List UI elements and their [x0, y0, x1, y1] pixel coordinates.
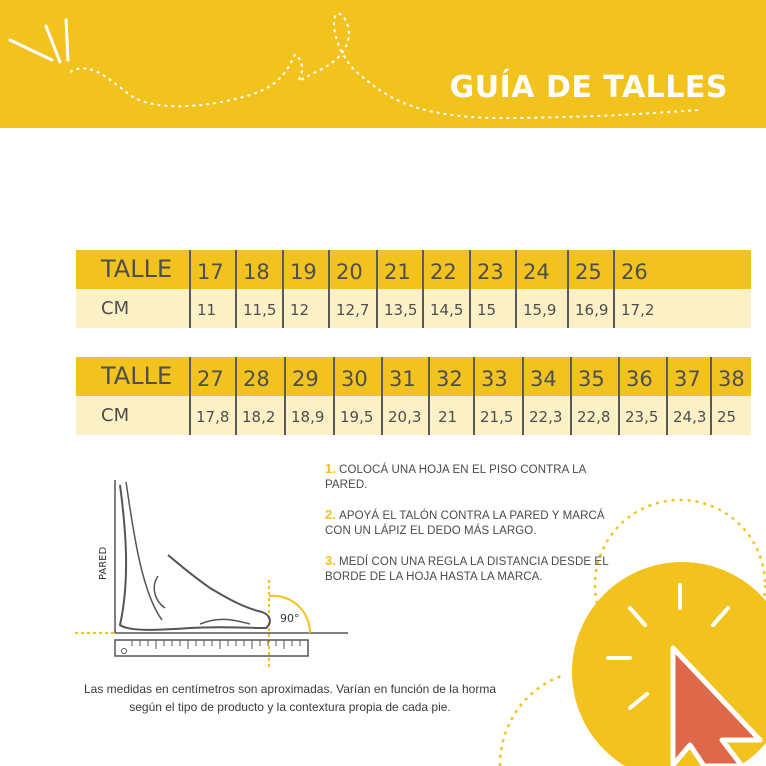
size-cell: 24 [515, 250, 550, 289]
row-label-talle: TALLE [101, 255, 173, 283]
size-cell: 28 [235, 357, 270, 396]
size-cell: 34 [522, 357, 557, 396]
size-cell: 32 [428, 357, 463, 396]
wall-label: PARED [98, 546, 109, 580]
cm-cell: 24,3 [666, 396, 706, 435]
size-cell: 21 [376, 250, 411, 289]
talle-row [76, 250, 751, 289]
cm-cell: 12 [282, 289, 309, 328]
cm-cell: 19,5 [333, 396, 373, 435]
cm-cell: 14,5 [422, 289, 463, 328]
size-cell: 35 [570, 357, 605, 396]
cm-cell: 22,8 [570, 396, 610, 435]
cm-cell: 20,3 [381, 396, 421, 435]
size-cell: 23 [469, 250, 504, 289]
size-cell: 33 [473, 357, 508, 396]
size-cell: 22 [422, 250, 457, 289]
size-cell: 20 [328, 250, 363, 289]
step-number: 1. [325, 461, 337, 476]
cm-cell: 17,8 [189, 396, 229, 435]
cm-cell: 15,9 [515, 289, 556, 328]
foot-outline [120, 485, 270, 630]
step-number: 2. [325, 507, 337, 522]
decorative-doodle [0, 0, 766, 128]
size-cell: 17 [189, 250, 224, 289]
cm-cell: 15 [469, 289, 496, 328]
step-number: 3. [325, 553, 337, 568]
row-label-cm: CM [101, 298, 130, 319]
header-banner [0, 0, 766, 128]
size-cell: 38 [710, 357, 745, 396]
step-text: APOYÁ EL TALÓN CONTRA LA PARED Y MARCÁ CON UN LÁPIZ EL DEDO MÁS LARGO. [325, 510, 605, 537]
disclaimer-note: Las medidas en centímetros son aproximadas. Varían en función de la horma según el tipo de producto y la contextura propia de cada pie. [83, 682, 496, 714]
cm-cell: 11,5 [235, 289, 276, 328]
cm-cell: 22,3 [522, 396, 562, 435]
cm-cell: 13,5 [376, 289, 417, 328]
size-cell: 26 [613, 250, 648, 289]
size-table-2 [76, 357, 751, 435]
size-cell: 18 [235, 250, 270, 289]
talle-row [76, 357, 751, 396]
size-cell: 31 [381, 357, 416, 396]
cursor-illustration [490, 490, 766, 766]
cm-cell: 18,2 [235, 396, 275, 435]
cm-cell: 17,2 [613, 289, 654, 328]
cm-cell: 16,9 [567, 289, 608, 328]
size-cell: 27 [189, 357, 224, 396]
step-text: COLOCÁ UNA HOJA EN EL PISO CONTRA LA PARED. [325, 464, 586, 491]
cm-row [76, 396, 751, 435]
cm-cell: 23,5 [618, 396, 658, 435]
cm-cell: 21 [428, 396, 457, 435]
cm-cell: 18,9 [284, 396, 324, 435]
cm-cell: 12,7 [328, 289, 369, 328]
page-title: GUÍA DE TALLES [449, 70, 728, 105]
size-cell: 29 [284, 357, 319, 396]
size-cell: 36 [618, 357, 653, 396]
row-label-cm: CM [101, 405, 130, 426]
cm-cell: 25 [710, 396, 736, 435]
foot-measure-diagram [70, 470, 360, 675]
row-label-talle: TALLE [101, 362, 173, 390]
cm-cell: 11 [189, 289, 216, 328]
size-cell: 25 [567, 250, 602, 289]
angle-label: 90° [280, 612, 300, 625]
step-text: MEDÍ CON UNA REGLA LA DISTANCIA DESDE EL BORDE DE LA HOJA HASTA LA MARCA. [325, 556, 609, 583]
size-cell: 19 [282, 250, 317, 289]
size-cell: 30 [333, 357, 368, 396]
cm-row [76, 289, 751, 328]
step-1 [325, 461, 615, 493]
cm-cell: 21,5 [473, 396, 513, 435]
size-cell: 37 [666, 357, 701, 396]
size-table-1 [76, 250, 751, 328]
